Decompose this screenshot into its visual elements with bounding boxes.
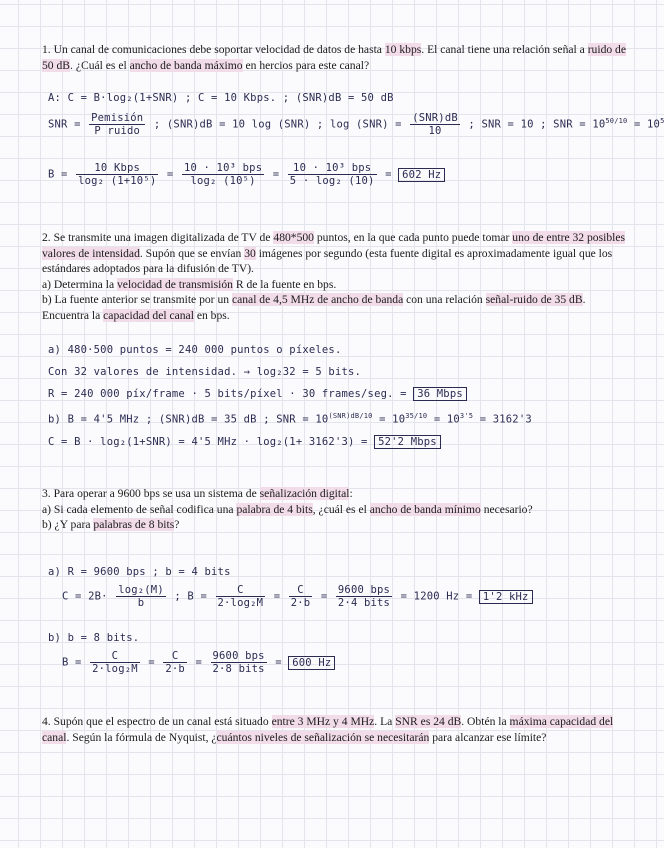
answer-3-line-2: C = 2B· $\frac{\text{log₂(M)}}{b}$ ; B = $\frac{C}{\text{2·log₂M}}$ = $\frac{C}{2\cdot b}$ = $\frac{\text{9600 bps}}{\text{2·4 bits}}$ = 1200 Hz = 1'2 kHz <box>62 584 533 609</box>
question-3-text: 3. Para operar a 9600 bps se usa un sistema de señalización digital: <box>42 487 353 500</box>
question-2-text: 2. Se transmite una imagen digitalizada de TV de 480*500 puntos, en la que cada punto puede tomar uno de entre 32 posibles valores de intensidad. Supón que se envían 30 imágenes por segundo (esta fuente digital es aproximadamente igual que los estándares adoptados para la difusión de TV). <box>42 231 625 276</box>
fraction: $\frac{\text{10 · 10³ bps}}{\text{log₂ (10⁵)}}$ <box>183 162 263 187</box>
answer-2-line-5: C = B · log₂(1+SNR) = 4'5 MHz · log₂(1+ 3162'3) = 52'2 Mbps <box>48 436 441 448</box>
question-3b-text: b) ¿Y para palabras de 8 bits? <box>42 518 180 532</box>
question-3a-text: a) Si cada elemento de señal codifica una palabra de 4 bits, ¿cuál es el ancho de banda mínimo necesario? <box>42 502 533 516</box>
question-4-text: 4. Supón que el espectro de un canal está situado entre 3 MHz y 4 MHz. La SNR es 24 dB. Obtén la máxima capacidad del canal. Según la fórmula de Nyquist, ¿cuántos niveles de señalización se necesitarán para alcanzar ese límite? <box>42 715 614 744</box>
fraction: $\frac{C}{2\cdot b}$ <box>290 584 311 609</box>
answer-2-line-3: R = 240 000 píx/frame · 5 bits/píxel · 30 frames/seg. = 36 Mbps <box>48 388 467 400</box>
fraction: $\frac{\text{log₂(M)}}{b}$ <box>118 584 164 609</box>
fraction: $\frac{\text{9600 bps}}{\text{2·4 bits}}$ <box>337 584 391 609</box>
question-2b-text: b) La fuente anterior se transmite por un canal de 4,5 MHz de ancho de banda con una relación señal-ruido de 35 dB. Encuentra la capacidad del canal en bps. <box>42 293 586 322</box>
question-2a-text: a) Determina la velocidad de transmisión R de la fuente en bps. <box>42 277 337 291</box>
fraction: $\frac{\text{9600 bps}}{\text{2·8 bits}}$ <box>212 650 265 675</box>
answer-2a-result: 36 Mbps <box>413 387 467 401</box>
answer-3-line-4: B = $\frac{C}{\text{2·log₂M}}$ = $\frac{C}{2\cdot b}$ = $\frac{\text{9600 bps}}{\text{2·8 bits}}$ = 600 Hz <box>62 650 335 675</box>
answer-2-line-4: b) B = 4'5 MHz ; (SNR)dB = 35 dB ; SNR = $10^{(SNR)dB/10} = 10^{35/10} = 10^{3'5} = 3162'3$ <box>48 412 532 426</box>
question-2 <box>42 230 630 324</box>
fraction: $\frac{C}{2\cdot b}$ <box>165 650 185 675</box>
question-1 <box>42 42 630 73</box>
answer-3-line-3: b) b = 8 bits. <box>48 632 140 644</box>
fraction: $\frac{\text{10 Kbps}}{\text{log₂ (1+10⁵)}}$ <box>78 162 157 187</box>
answer-1-result: 602 Hz <box>398 168 445 182</box>
answer-3-line-1: a) R = 9600 bps ; b = 4 bits <box>48 566 231 578</box>
answer-2-line-1: a) 480·500 puntos = 240 000 puntos o píxeles. <box>48 344 342 356</box>
fraction: $\frac{\text{(SNR)dB}}{10}$ <box>412 112 458 137</box>
answer-1-line-1: A: C = B·log₂(1+SNR) ; C = 10 Kbps. ; (SNR)dB = 50 dB <box>48 92 394 104</box>
question-3 <box>42 486 630 533</box>
answer-1-line-3: B = $\frac{\text{10 Kbps}}{\text{log₂ (1+10⁵)}}$ = $\frac{\text{10 · 10³ bps}}{\text{log₂ (10⁵)}}$ = $\frac{\text{10 · 10³ bps}}{\text{5 · log₂ (10)}}$ = 602 Hz <box>48 162 445 187</box>
answer-2b-result: 52'2 Mbps <box>374 435 441 449</box>
answer-3b-result: 600 Hz <box>288 656 335 670</box>
answer-3a-result: 1'2 kHz <box>479 590 533 604</box>
answer-1-line-2: SNR = $\frac{\text{Pemisión}}{\text{P ruido}}$ ; (SNR)dB = 10 log (SNR) ; log (SNR) = $\frac{\text{(SNR)dB}}{10}$ ; SNR = 10 ; SNR = $10^{50/10} = 10^5$ <box>48 112 664 137</box>
question-4 <box>42 714 630 745</box>
question-1-text: 1. Un canal de comunicaciones debe soportar velocidad de datos de hasta 10 kbps. El canal tiene una relación señal a ruido de 50 dB. ¿Cuál es el ancho de banda máximo en hercios para este canal? <box>42 43 627 72</box>
fraction: $\frac{\text{Pemisión}}{\text{P ruido}}$ <box>91 112 144 137</box>
fraction: $\frac{C}{\text{2·log₂M}}$ <box>217 584 264 609</box>
fraction: $\frac{C}{\text{2·log₂M}}$ <box>92 650 138 675</box>
fraction: $\frac{\text{10 · 10³ bps}}{\text{5 · log₂ (10)}}$ <box>289 162 375 187</box>
answer-2-line-2: Con 32 valores de intensidad. → log₂32 = 5 bits. <box>48 366 362 378</box>
